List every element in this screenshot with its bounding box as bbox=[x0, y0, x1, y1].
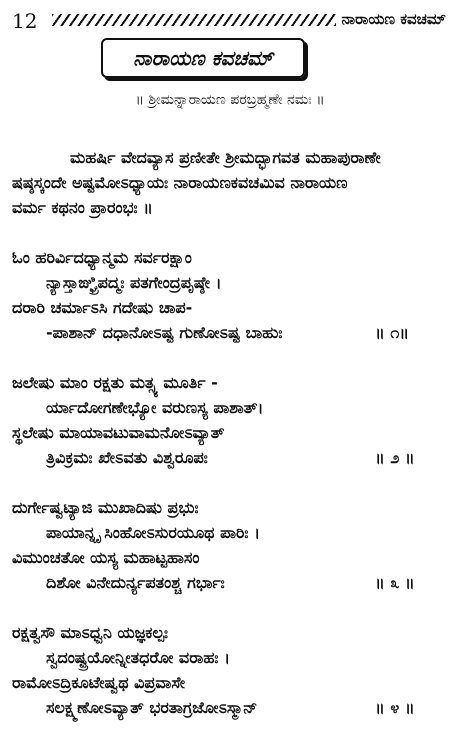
title-box bbox=[101, 38, 305, 78]
verse-line: ರಾಮೋಽದ್ರಿಕೂಟೇಷ್ವಥ ವಿಪ್ರವಾಸೇ bbox=[12, 673, 186, 692]
running-title: ನಾರಾಯಣ ಕವಚಮ್ bbox=[341, 10, 446, 28]
verse-line: ದರಾರಿ ಚರ್ಮಾಽಸಿ ಗದೇಷು ಚಾಪ- bbox=[12, 298, 193, 317]
page-number: 12 bbox=[12, 9, 38, 33]
invocation-line: ॥ ಶ್ರೀಮನ್ನಾರಾಯಣ ಪರಬ್ರಹ್ಮಣೇ ನಮಃ ॥ bbox=[135, 92, 325, 108]
verse-line: ನ್ಯಾಸ್ತಾಙ್ಘ್ರಿಪದ್ಮಃ ಪತಗೇಂದ್ರಪೃಷ್ಠೇ । bbox=[46, 273, 222, 292]
intro-line: ವರ್ಮ ಕಥನಂ ಪ್ರಾರಂಭಃ ॥ bbox=[12, 198, 153, 217]
verse-line: ದಿಶೋ ವಿನೇದುರ್ನ್ಯಪತಂಶ್ಚ ಗರ್ಭಾಃ bbox=[46, 573, 225, 592]
header-hatch-divider bbox=[52, 14, 336, 26]
verse-line: ಸಲಕ್ಷ್ಮಣೋಽವ್ಯಾತ್ ಭರತಾಗ್ರಜೋಽಸ್ಮಾನ್ bbox=[46, 698, 258, 717]
intro-line: ಷಷ್ಠಸ್ಕಂದೇ ಅಷ್ಟಮೋಽಧ್ಯಾಯಃ ನಾರಾಯಣಕವಚಮಿವ ನಾರಾಯಣ bbox=[12, 173, 348, 192]
verse-line: ರ್ಯಾದೋಗಣೇಭ್ಯೋ ವರುಣಸ್ಯ ಪಾಶಾತ್। bbox=[46, 398, 264, 417]
verse-line: ದುರ್ಗೇಷ್ವಟ್ಯಾಜಿ ಮುಖಾದಿಷು ಪ್ರಭುಃ bbox=[12, 498, 199, 517]
verse-line: ಓಂ ಹರಿರ್ವಿದಧ್ಯಾನ್ಮಮ ಸರ್ವರಕ್ಷಾಂ bbox=[12, 248, 192, 267]
verse-line: ರಕ್ಷತ್ವಸೌ ಮಾಽಧ್ವನಿ ಯಜ್ಞಕಲ್ಪಃ bbox=[12, 623, 169, 642]
verse-number: ॥ ೧॥ bbox=[375, 323, 410, 342]
page-header bbox=[0, 0, 460, 34]
verse-line: -ಪಾಶಾನ್ ದಧಾನೋಽಷ್ಟ ಗುಣೋಽಷ್ಟ ಬಾಹುಃ bbox=[46, 323, 283, 342]
verse-line: ವಿಮುಂಚತೋ ಯಸ್ಯ ಮಹಾಟ್ಟಹಾಸಂ bbox=[12, 548, 200, 567]
verse-line: ಪಾಯಾನ್ನೃ ಸಿಂಹೋಽಸುರಯೂಥ ಪಾರಿಃ । bbox=[46, 523, 261, 542]
verse-number: ॥ ೨ ॥ bbox=[375, 448, 415, 467]
intro-line: ಮಹರ್ಷಿ ವೇದವ್ಯಾಸ ಪ್ರಣೀತೇ ಶ್ರೀಮದ್ಭಾಗವತ ಮಹಾಪುರಾಣೇ bbox=[70, 148, 381, 167]
verse-number: ॥ ೪ ॥ bbox=[375, 698, 415, 717]
verse-line: ಜಲೇಷು ಮಾಂ ರಕ್ಷತು ಮತ್ಸ್ಯ ಮೂರ್ತಿ - bbox=[12, 373, 218, 392]
chapter-title: ನಾರಾಯಣ ಕವಚಮ್ bbox=[133, 46, 273, 70]
verse-line: ಸ್ಥಲೇಷು ಮಾಯಾವಟುವಾಮನೋಽವ್ಯಾತ್ bbox=[12, 423, 225, 442]
verse-line: ಸ್ವದಂಷ್ಟ್ರಯೋನ್ನೀತಧರೋ ವರಾಹಃ । bbox=[46, 648, 231, 667]
verse-number: ॥ ೩ ॥ bbox=[375, 573, 415, 592]
verse-line: ತ್ರಿವಿಕ್ರಮಃ ಖೇಽವತು ವಿಶ್ವರೂಪಃ bbox=[46, 448, 208, 467]
